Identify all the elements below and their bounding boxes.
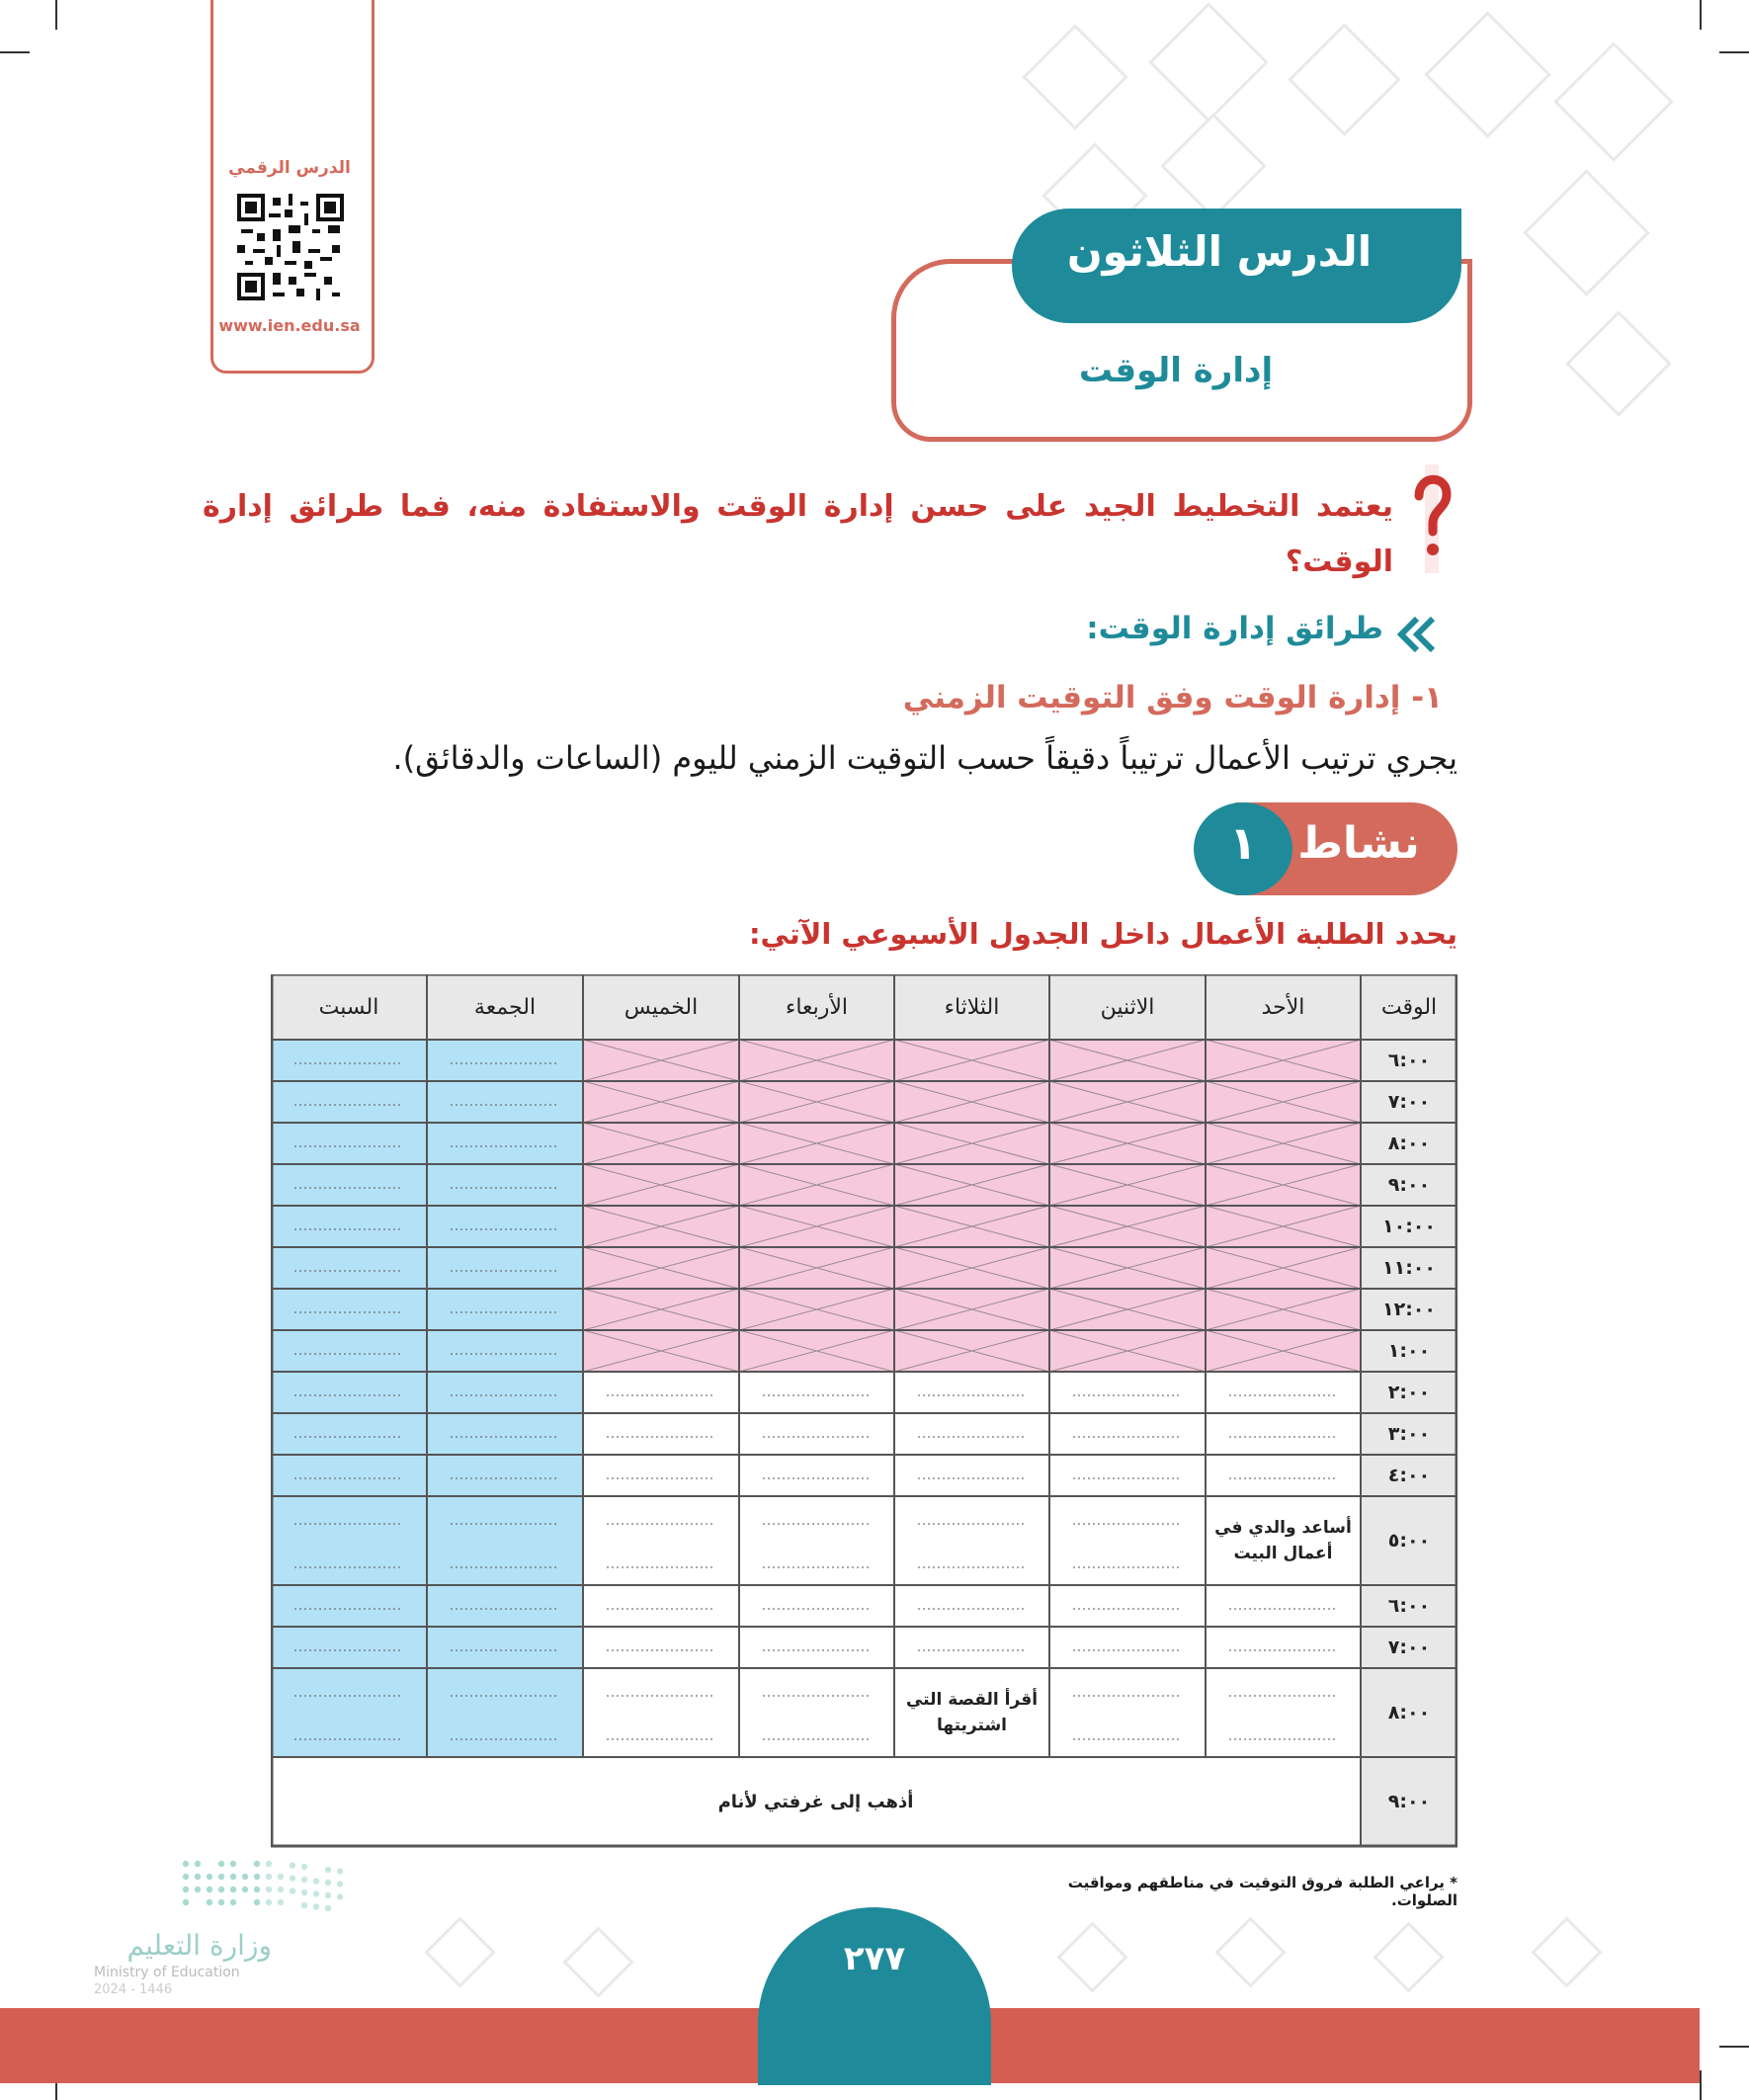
weekend-cell [271, 1123, 427, 1164]
logo-dot [266, 1887, 272, 1892]
logo-dot [266, 1874, 272, 1880]
column-header: الثلاثاء [944, 994, 1000, 1020]
logo-dot [337, 1868, 343, 1874]
logo-dot [230, 1874, 236, 1880]
weekend-cell [271, 1585, 427, 1627]
time-label: ١:٠٠ [1387, 1340, 1431, 1362]
decor-diamond [1531, 1916, 1602, 1987]
time-label: ٦:٠٠ [1387, 1595, 1431, 1617]
logo-dot [278, 1874, 284, 1880]
activity-instruction: يحدد الطلبة الأعمال داخل الجدول الأسبوعي الآتي: [748, 917, 1458, 951]
time-label: ١٢:٠٠ [1382, 1299, 1436, 1320]
logo-dot [218, 1874, 224, 1880]
decor-diamond [1424, 11, 1551, 138]
decor-diamond [1022, 24, 1127, 129]
decor-diamond [1056, 1921, 1127, 1992]
lesson-title: الدرس الثلاثون [1066, 227, 1373, 276]
logo-dot [218, 1887, 224, 1892]
double-chevron-icon [1395, 615, 1437, 654]
logo-dot [230, 1861, 236, 1867]
decor-diamond [1148, 2, 1269, 123]
column-header: الأحد [1261, 994, 1305, 1020]
logo-dot [278, 1899, 284, 1905]
body-text: يجري ترتيب الأعمال ترتيباً دقيقاً حسب التوقيت الزمني لليوم (الساعات والدقائق). [392, 739, 1458, 777]
time-label: ٩:٠٠ [1387, 1174, 1431, 1196]
activity-number: ١ [1228, 816, 1258, 870]
weekend-cell [271, 1081, 427, 1123]
ministry-logo-icon [178, 1856, 356, 1915]
column-header: الأربعاء [785, 994, 849, 1020]
lesson-subtitle: إدارة الوقت [1078, 351, 1274, 390]
logo-dot [290, 1888, 295, 1893]
logo-dot [325, 1880, 331, 1886]
logo-dot [207, 1899, 212, 1905]
item-heading: ١- إدارة الوقت وفق التوقيت الزمني [902, 680, 1443, 715]
logo-dot [278, 1887, 284, 1892]
time-label: ٣:٠٠ [1387, 1423, 1431, 1445]
logo-dot [195, 1887, 201, 1892]
crop-mark [1719, 51, 1749, 53]
logo-dot [290, 1862, 295, 1868]
weekend-cell [427, 1289, 583, 1330]
decor-diamond [1565, 310, 1671, 416]
column-header: السبت [318, 994, 379, 1020]
section-heading: طرائق إدارة الوقت: [1086, 611, 1383, 646]
digital-lesson-label: الدرس الرقمي [228, 158, 351, 178]
logo-dot [301, 1902, 307, 1908]
logo-dot [183, 1899, 189, 1905]
qr-code-icon[interactable] [237, 194, 344, 300]
column-header: الاثنين [1100, 994, 1155, 1020]
logo-dot [207, 1887, 212, 1892]
footnote: * يراعي الطلبة فروق التوقيت في مناطقهم ومواقيت الصلوات. [1067, 1874, 1458, 1909]
logo-dot [301, 1890, 307, 1895]
logo-dot [266, 1899, 272, 1905]
decor-diamond [1523, 169, 1650, 296]
logo-dot [254, 1874, 260, 1880]
logo-dot [266, 1861, 272, 1867]
logo-dot [313, 1878, 319, 1884]
logo-dot [313, 1903, 319, 1909]
weekend-cell [427, 1247, 583, 1289]
decor-diamond [424, 1916, 495, 1987]
question-text: يعتمد التخطيط الجيد على حسن إدارة الوقت والاستفادة منه، فما طرائق إدارة الوقت؟ [203, 489, 1393, 579]
logo-dot [337, 1893, 343, 1899]
weekend-cell [271, 1413, 427, 1455]
logo-dot [325, 1905, 331, 1911]
ministry-name-ar: وزارة التعليم [126, 1929, 272, 1962]
weekend-cell [427, 1372, 583, 1413]
crop-mark [1700, 2070, 1702, 2100]
logo-dot [325, 1892, 331, 1898]
decor-diamond [562, 1926, 633, 1997]
logo-dot [183, 1874, 189, 1880]
crop-mark [0, 51, 30, 53]
schedule-note: أقرأ القصة التي اشتريتها [905, 1690, 1039, 1735]
logo-dot [183, 1887, 189, 1892]
time-label: ٧:٠٠ [1387, 1637, 1431, 1658]
weekend-cell [427, 1455, 583, 1496]
logo-dot [195, 1874, 201, 1880]
page-number: ٢٧٧ [843, 1939, 906, 1978]
logo-dot [207, 1874, 212, 1880]
schedule-note: أذهب إلى غرفتي لأنام [717, 1791, 914, 1812]
weekend-cell [427, 1081, 583, 1123]
weekend-cell [427, 1330, 583, 1372]
weekly-schedule-table [271, 974, 1458, 1849]
logo-dot [337, 1881, 343, 1887]
time-label: ١١:٠٠ [1382, 1257, 1436, 1279]
decor-diamond [1373, 1921, 1444, 1992]
weekend-cell [271, 1455, 427, 1496]
weekend-cell [271, 1496, 427, 1585]
weekend-cell [427, 1668, 583, 1757]
logo-dot [230, 1899, 236, 1905]
logo-dot [325, 1867, 331, 1873]
logo-dot [242, 1887, 248, 1892]
weekend-cell [271, 1372, 427, 1413]
weekend-cell [271, 1627, 427, 1668]
weekend-cell [271, 1668, 427, 1757]
logo-dot [183, 1861, 189, 1867]
schedule-note: أساعد والدي في أعمال البيت [1214, 1518, 1352, 1563]
column-header: الخميس [624, 994, 699, 1020]
time-label: ٧:٠٠ [1387, 1091, 1431, 1113]
logo-dot [230, 1887, 236, 1892]
time-label: ٦:٠٠ [1387, 1050, 1431, 1071]
weekend-cell [271, 1164, 427, 1206]
crop-mark [1719, 2046, 1749, 2048]
time-label: ٨:٠٠ [1387, 1702, 1431, 1723]
logo-dot [195, 1861, 201, 1867]
weekend-cell [271, 1330, 427, 1372]
decor-diamond [1214, 1916, 1286, 1987]
time-label: ٤:٠٠ [1387, 1465, 1431, 1486]
weekend-cell [271, 1206, 427, 1247]
time-label: ٥:٠٠ [1387, 1530, 1431, 1552]
logo-dot [254, 1899, 260, 1905]
time-label: ٢:٠٠ [1387, 1382, 1431, 1403]
logo-dot [290, 1875, 295, 1881]
logo-dot [218, 1899, 224, 1905]
decor-diamond [1160, 113, 1266, 218]
ministry-name-en: Ministry of Education [94, 1965, 240, 1980]
edition-year: 2024 - 1446 [94, 1982, 173, 1997]
logo-dot [301, 1877, 307, 1883]
logo-dot [242, 1874, 248, 1880]
weekend-cell [427, 1413, 583, 1455]
schedule-grid [271, 974, 1458, 1849]
decor-diamond [1553, 42, 1674, 162]
weekend-cell [427, 1496, 583, 1585]
site-url[interactable]: www.ien.edu.sa [218, 316, 361, 335]
weekend-cell [427, 1164, 583, 1206]
logo-dot [218, 1861, 224, 1867]
weekend-cell [271, 1289, 427, 1330]
time-label: ٩:٠٠ [1387, 1791, 1431, 1812]
activity-label: نشاط [1297, 818, 1420, 869]
logo-dot [254, 1861, 260, 1867]
decor-diamond [1288, 23, 1401, 136]
weekend-cell [427, 1627, 583, 1668]
logo-dot [254, 1887, 260, 1892]
crop-mark [55, 0, 57, 30]
column-header: الجمعة [473, 994, 537, 1020]
column-header: الوقت [1380, 994, 1438, 1020]
weekend-cell [427, 1040, 583, 1081]
page-number-badge [758, 1907, 991, 2085]
logo-dot [301, 1864, 307, 1870]
weekend-cell [427, 1585, 583, 1627]
weekend-cell [271, 1040, 427, 1081]
weekend-cell [427, 1206, 583, 1247]
crop-mark [1700, 0, 1702, 30]
question-mark-icon [1407, 464, 1457, 573]
time-label: ٨:٠٠ [1387, 1133, 1431, 1154]
weekend-cell [271, 1247, 427, 1289]
time-label: ١٠:٠٠ [1382, 1216, 1436, 1237]
logo-dot [313, 1890, 319, 1896]
weekend-cell [427, 1123, 583, 1164]
